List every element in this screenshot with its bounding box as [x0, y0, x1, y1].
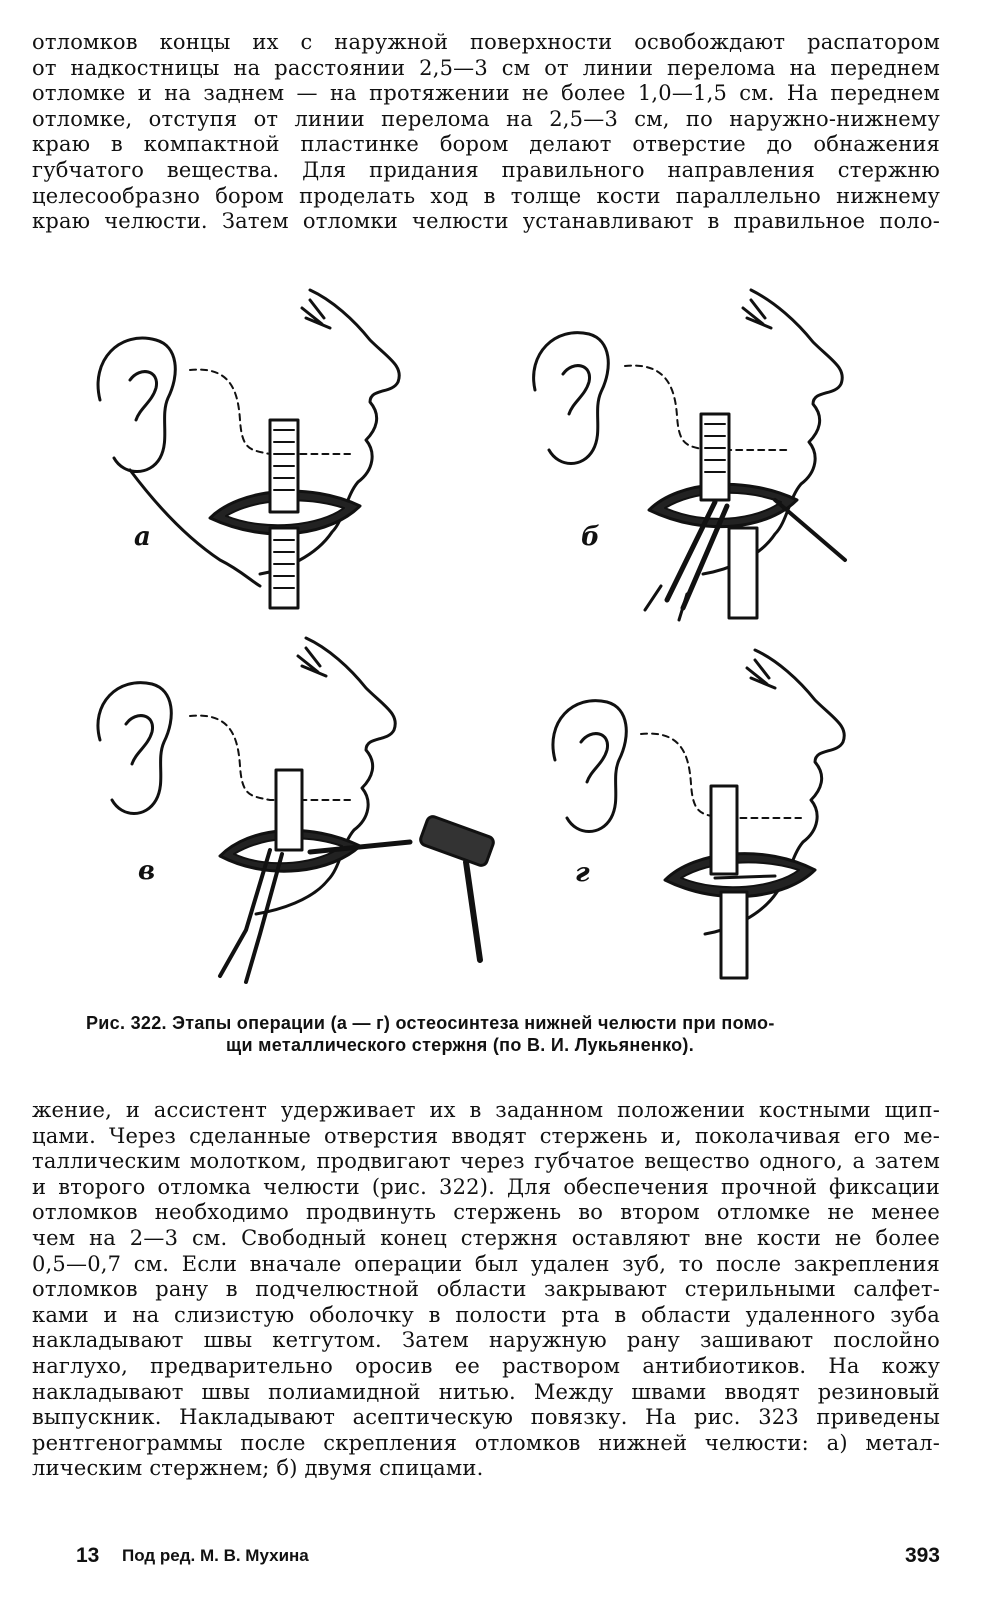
- text-line: наглухо, предварительно оросив ее раствором антибиотиков. На кожу: [32, 1353, 940, 1378]
- bottom-paragraph: [32, 1098, 940, 1482]
- panel-label: в: [138, 856, 156, 886]
- figure-caption: [86, 1012, 906, 1056]
- top-paragraph: [32, 30, 940, 235]
- panel-g-illustration: [515, 630, 945, 990]
- figure-322: [70, 270, 950, 990]
- panel-a-illustration: [70, 270, 500, 630]
- page-footer: [64, 1544, 940, 1574]
- text-line: 0,5—0,7 см. Если вначале операции был удален зуб, то после закрепления: [32, 1251, 940, 1276]
- text-line: выпускник. Накладывают асептическую повязку. На рис. 323 приведены: [32, 1405, 940, 1430]
- text-line: отломков концы их с наружной поверхности освобождают распатором: [32, 30, 940, 54]
- text-line: таллическим молотком, продвигают через губчатое вещество одного, а затем: [32, 1149, 940, 1174]
- text-line: чем на 2—3 см. Свободный конец стержня оставляют вне кости не более: [32, 1225, 940, 1250]
- panel-label: а: [134, 522, 151, 552]
- text-line: краю в компактной пластинке бором делают отверстие до обнажения: [32, 132, 940, 157]
- text-line: цами. Через сделанные отверстия вводят стержень и, поколачивая его ме-: [32, 1123, 940, 1148]
- text-line: рентгенограммы после скрепления отломков нижней челюсти: а) метал-: [32, 1430, 940, 1455]
- caption-line: щи металлического стержня (по В. И. Лукьяненко).: [226, 1035, 695, 1055]
- panel-label: б: [581, 522, 600, 552]
- text-line: жение, и ассистент удерживает их в заданном положении костными щип-: [32, 1098, 940, 1122]
- text-line: отломков рану в подчелюстной области закрывают стерильными салфет-: [32, 1277, 940, 1302]
- text-line: краю челюсти. Затем отломки челюсти устанавливают в правильное поло-: [32, 209, 940, 234]
- panel-b-illustration: [515, 270, 945, 630]
- text-line: накладывают швы кетгутом. Затем наружную рану зашивают послойно: [32, 1328, 940, 1353]
- text-line: губчатого вещества. Для придания правильного направления стержню: [32, 157, 940, 182]
- text-line: ками и на слизистую оболочку в полости рта в области удаленного зуба: [32, 1302, 940, 1327]
- page-number: 393: [904, 1544, 940, 1567]
- caption-line: Рис. 322. Этапы операции (а — г) остеосинтеза нижней челюсти при помо-: [86, 1013, 775, 1033]
- text-line: лическим стержнем; б) двумя спицами.: [32, 1456, 484, 1481]
- text-line: от надкостницы на расстоянии 2,5—3 см от линии перелома на переднем: [32, 55, 940, 80]
- panel-label: г: [575, 858, 590, 888]
- editor-credit: Под ред. М. В. Мухина: [122, 1546, 309, 1565]
- text-line: целесообразно бором проделать ход в толще кости параллельно нижнему: [32, 183, 940, 208]
- panel-v-illustration: [70, 630, 500, 990]
- text-line: отломке, отступя от линии перелома на 2,5—3 см, по наружно-нижнему: [32, 106, 940, 131]
- text-line: отломке и на заднем — на протяжении не более 1,0—1,5 см. На переднем: [32, 81, 940, 106]
- text-line: и второго отломка челюсти (рис. 322). Для обеспечения прочной фиксации: [32, 1174, 940, 1199]
- text-line: накладывают швы полиамидной нитью. Между швами вводят резиновый: [32, 1379, 940, 1404]
- text-line: отломков необходимо продвинуть стержень во втором отломке не менее: [32, 1200, 940, 1225]
- signature-mark: 13: [76, 1544, 100, 1567]
